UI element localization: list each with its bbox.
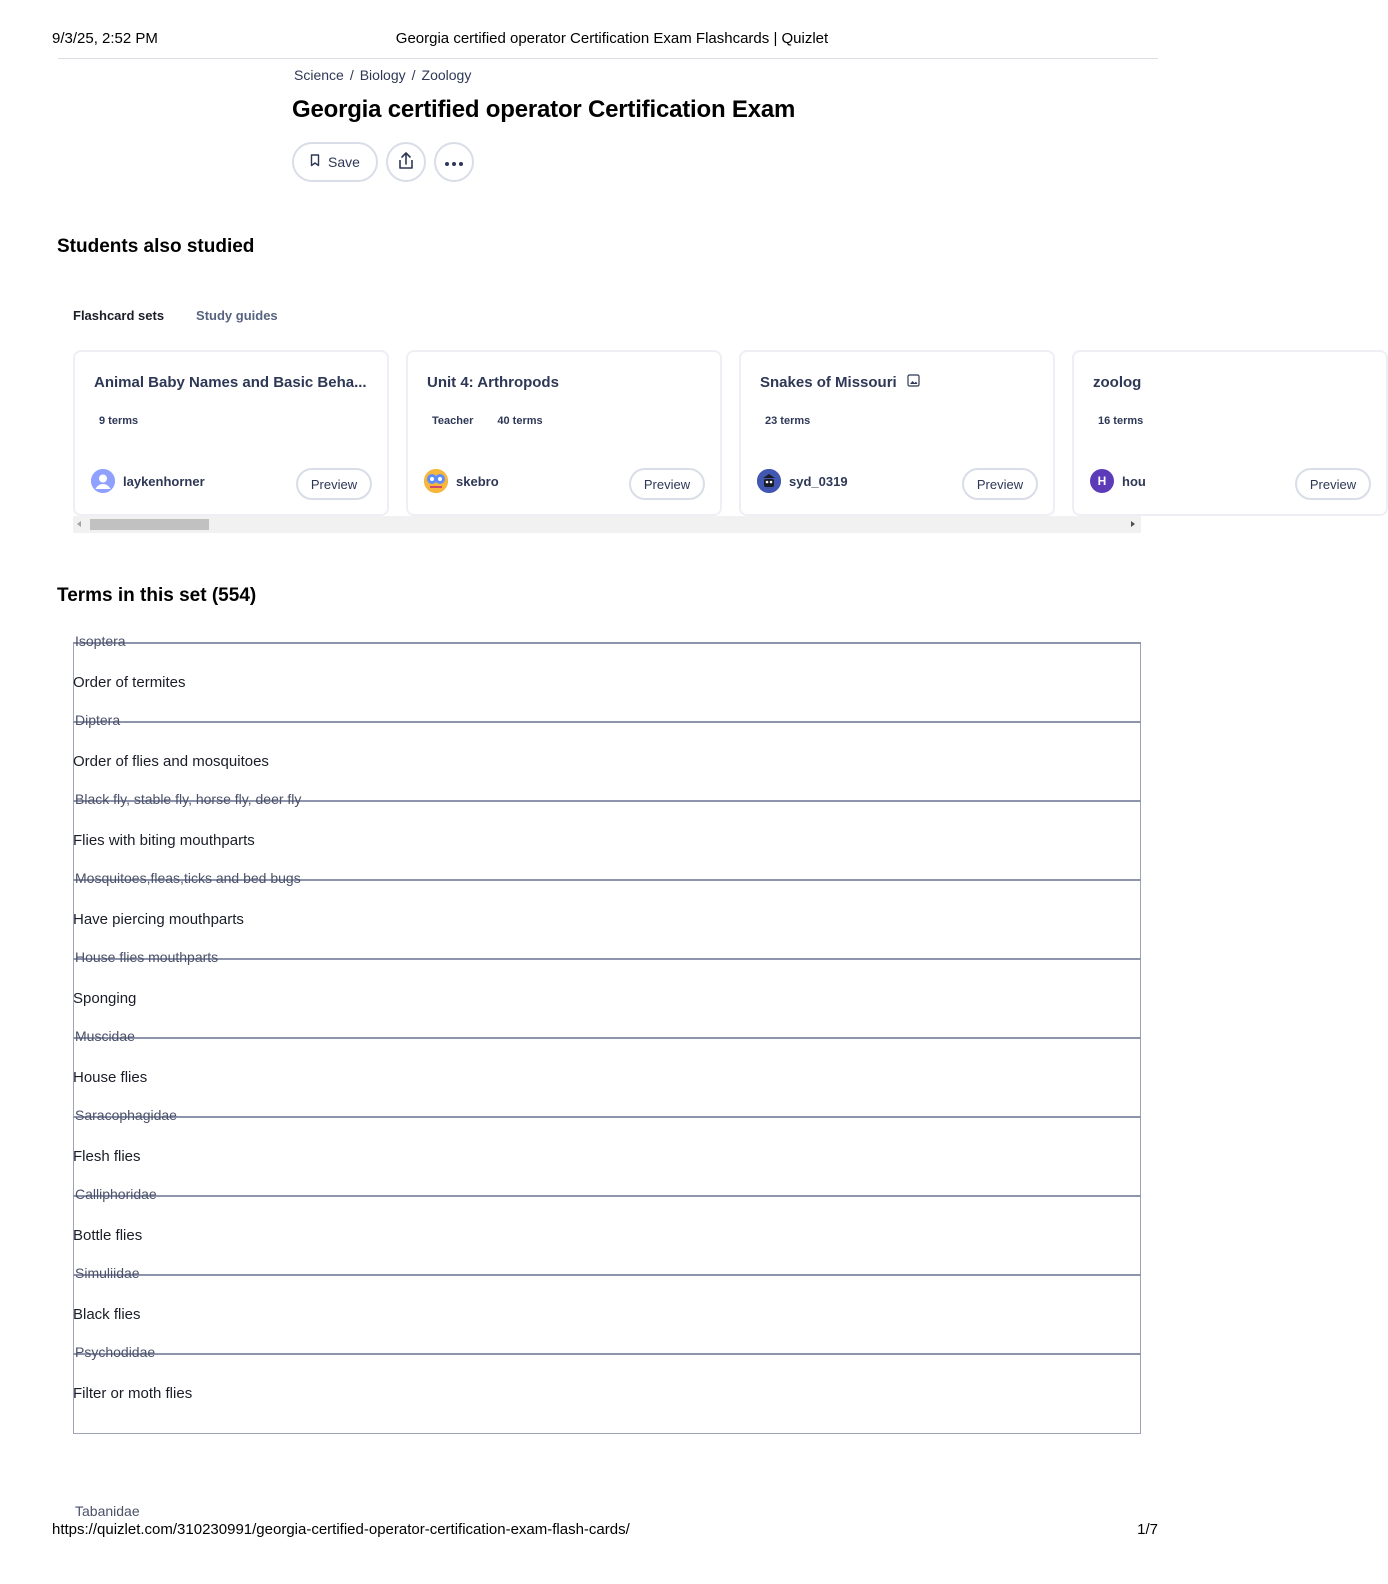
term-row <box>73 870 1141 958</box>
term-row <box>73 1344 1141 1432</box>
breadcrumb-science[interactable]: Science <box>294 67 344 83</box>
person-icon <box>91 469 115 493</box>
avatar <box>424 469 448 493</box>
studied-tabs <box>73 308 278 323</box>
study-set-carousel <box>73 350 1357 516</box>
print-header <box>52 30 1172 50</box>
card-title <box>1093 374 1370 391</box>
save-label: Save <box>328 154 360 170</box>
tab-study-guides[interactable]: Study guides <box>196 308 278 323</box>
carousel-scrollbar[interactable] <box>73 516 1141 533</box>
breadcrumb-biology[interactable]: Biology <box>359 67 406 83</box>
print-datetime: 9/3/25, 2:52 PM <box>52 30 158 47</box>
term-word: Psychodidae <box>75 1344 156 1360</box>
card-title-text: zoolog <box>1093 374 1142 391</box>
term-row <box>73 1107 1141 1195</box>
terms-heading: Terms in this set (554) <box>57 585 257 606</box>
term-word: Black fly, stable fly, horse fly, deer fly <box>75 791 302 807</box>
print-title: Georgia certified operator Certification Exam Flashcards | Quizlet <box>395 30 829 47</box>
term-row <box>73 949 1141 1037</box>
term-word: Saracophagidae <box>75 1107 177 1123</box>
scrollbar-thumb[interactable] <box>90 519 209 530</box>
study-set-card[interactable] <box>73 350 389 516</box>
avatar: H <box>1090 469 1114 493</box>
term-definition: House flies <box>73 1069 148 1086</box>
term-word: House flies mouthparts <box>75 949 219 965</box>
preview-button[interactable]: Preview <box>296 468 372 500</box>
preview-button[interactable]: Preview <box>962 468 1038 500</box>
term-definition: Bottle flies <box>73 1227 143 1244</box>
card-username: syd_0319 <box>789 473 848 489</box>
scroll-right-arrow-icon[interactable] <box>1131 521 1135 527</box>
action-row <box>292 142 474 182</box>
term-row <box>73 1265 1141 1353</box>
save-button[interactable] <box>292 142 378 182</box>
card-term-count: 40 terms <box>497 415 543 427</box>
study-set-card[interactable] <box>1072 350 1388 516</box>
term-row <box>73 1028 1141 1116</box>
card-meta <box>1098 415 1143 427</box>
card-title <box>427 374 704 391</box>
card-user[interactable] <box>91 469 205 493</box>
card-title-text: Snakes of Missouri <box>760 374 897 391</box>
students-also-studied-heading: Students also studied <box>57 236 255 257</box>
share-icon <box>397 151 415 174</box>
term-definition: Flesh flies <box>73 1148 141 1165</box>
more-options-button[interactable] <box>434 142 474 182</box>
card-title-text: Animal Baby Names and Basic Beha... <box>94 374 367 391</box>
avatar-image-icon <box>424 469 448 493</box>
card-username: laykenhorner <box>123 473 205 489</box>
share-button[interactable] <box>386 142 426 182</box>
image-icon <box>907 374 920 391</box>
teacher-badge: Teacher <box>432 415 474 427</box>
card-username: hou <box>1122 473 1146 489</box>
breadcrumb <box>294 67 471 83</box>
print-page-number: 1/7 <box>1137 1521 1158 1538</box>
term-row <box>73 1186 1141 1274</box>
term-row <box>73 791 1141 879</box>
avatar <box>91 469 115 493</box>
bookmark-icon <box>310 154 320 170</box>
term-definition: Black flies <box>73 1306 141 1323</box>
term-row <box>73 633 1141 721</box>
scroll-left-arrow-icon[interactable] <box>77 521 81 527</box>
term-definition: Order of flies and mosquitoes <box>73 753 269 770</box>
term-definition: Sponging <box>73 990 137 1007</box>
card-meta <box>99 415 138 427</box>
page-title: Georgia certified operator Certification Exam <box>292 96 796 123</box>
avatar <box>757 469 781 493</box>
avatar-image-icon <box>757 469 781 493</box>
term-row <box>73 712 1141 800</box>
card-term-count: 23 terms <box>765 415 811 427</box>
next-term-partial: Tabanidae <box>75 1503 140 1519</box>
card-term-count: 9 terms <box>99 415 139 427</box>
preview-button[interactable]: Preview <box>1295 468 1371 500</box>
card-user[interactable] <box>757 469 848 493</box>
term-word: Mosquitoes,fleas,ticks and bed bugs <box>75 870 301 886</box>
term-word: Isoptera <box>75 633 126 649</box>
term-word: Diptera <box>75 712 121 728</box>
header-divider <box>58 58 1158 59</box>
term-word: Muscidae <box>75 1028 135 1044</box>
term-word: Simuliidae <box>75 1265 140 1281</box>
study-set-card[interactable] <box>739 350 1055 516</box>
more-icon <box>444 155 464 170</box>
card-user[interactable] <box>1090 469 1146 493</box>
term-definition: Filter or moth flies <box>73 1385 193 1402</box>
term-definition: Order of termites <box>73 674 186 691</box>
card-title-text: Unit 4: Arthropods <box>427 374 559 391</box>
card-meta <box>432 415 543 427</box>
breadcrumb-zoology[interactable]: Zoology <box>421 67 472 83</box>
card-title <box>760 374 1037 391</box>
card-meta <box>765 415 810 427</box>
tab-flashcard-sets[interactable]: Flashcard sets <box>73 308 165 323</box>
term-word: Calliphoridae <box>75 1186 157 1202</box>
preview-button[interactable]: Preview <box>629 468 705 500</box>
term-definition: Have piercing mouthparts <box>73 911 244 928</box>
print-url: https://quizlet.com/310230991/georgia-certified-operator-certification-exam-flash-cards/ <box>52 1521 630 1538</box>
breadcrumb-separator: / <box>411 67 416 83</box>
term-definition: Flies with biting mouthparts <box>73 832 255 849</box>
card-term-count: 16 terms <box>1098 415 1144 427</box>
card-title <box>94 374 371 391</box>
study-set-card[interactable] <box>406 350 722 516</box>
breadcrumb-separator: / <box>349 67 354 83</box>
card-username: skebro <box>456 473 499 489</box>
card-user[interactable] <box>424 469 499 493</box>
